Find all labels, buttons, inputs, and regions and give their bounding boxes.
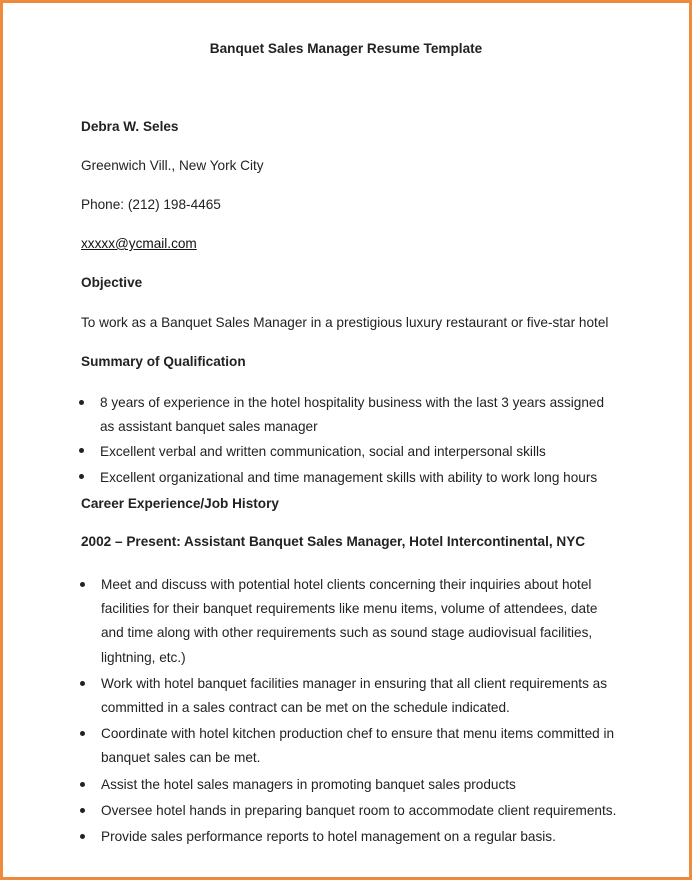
job-duty-item: [101, 722, 616, 770]
summary-list: [100, 391, 604, 491]
job-heading: 2002 – Present: Assistant Banquet Sales Manager, Hotel Intercontinental, NYC: [81, 534, 586, 549]
candidate-address: Greenwich Vill., New York City: [81, 158, 264, 173]
summary-heading: Summary of Qualification: [81, 354, 246, 369]
candidate-name: Debra W. Seles: [81, 119, 179, 134]
resume-page: [3, 3, 689, 877]
job-duty-item: [101, 773, 616, 797]
job-duties-list: [101, 573, 616, 849]
job-duty-line: Provide sales performance reports to hotel management on a regular basis.: [101, 829, 556, 845]
candidate-email-link[interactable]: xxxxx@ycmail.com: [81, 236, 197, 251]
job-duty-item: [101, 825, 616, 849]
job-duty-line: Coordinate with hotel kitchen production chef to ensure that menu items committed in: [101, 726, 615, 742]
summary-item-line: 8 years of experience in the hotel hospitality business with the last 3 years assigned: [100, 395, 605, 410]
job-duty-line: Work with hotel banquet facilities manager in ensuring that all client requirements as: [101, 675, 608, 691]
job-duty-item: [101, 799, 616, 823]
objective-text: To work as a Banquet Sales Manager in a prestigious luxury restaurant or five-star hotel: [81, 315, 609, 330]
job-duty-line: Meet and discuss with potential hotel clients concerning their inquiries about hotel: [101, 577, 592, 592]
job-duty-item: [101, 573, 616, 670]
candidate-phone: Phone: (212) 198-4465: [81, 197, 221, 212]
job-duty-line: Assist the hotel sales managers in promoting banquet sales products: [101, 776, 516, 792]
job-duty-line: facilities for their banquet requirements like menu items, volume of attendees, date: [101, 601, 598, 617]
summary-item-line: Excellent organizational and time management skills with ability to work long hours: [100, 470, 598, 485]
summary-item-line: Excellent verbal and written communication, social and interpersonal skills: [100, 444, 546, 459]
job-duty-line: banquet sales can be met.: [101, 750, 261, 766]
summary-item: [100, 465, 604, 491]
career-heading: Career Experience/Job History: [81, 496, 279, 511]
objective-heading: Objective: [81, 275, 143, 290]
job-duty-line: committed in a sales contract can be met on the schedule indicated.: [101, 700, 510, 716]
job-duty-line: lightning, etc.): [101, 649, 186, 665]
document-title: Banquet Sales Manager Resume Template: [209, 41, 483, 56]
summary-item-line: as assistant banquet sales manager: [100, 419, 318, 434]
summary-item: [100, 439, 604, 465]
job-duty-item: [101, 672, 616, 720]
summary-item: [100, 391, 604, 439]
job-duty-line: and time along with other requirements such as sound stage audiovisual facilities,: [101, 625, 593, 641]
job-duty-line: Oversee hotel hands in preparing banquet room to accommodate client requirements.: [101, 802, 617, 818]
